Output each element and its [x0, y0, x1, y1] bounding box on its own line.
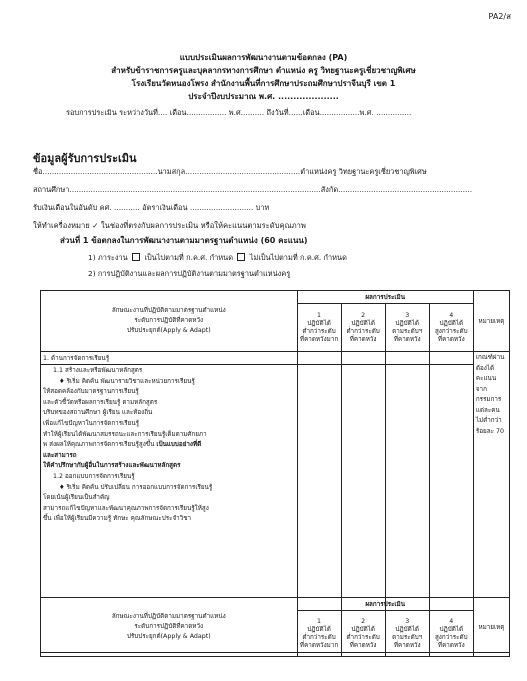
- form-fiscal-year: ประจำปีงบประมาณ พ.ศ. ....................: [188, 92, 339, 101]
- form-title: แบบประเมินผลการพัฒนางานตามข้อตกลง (PA): [179, 53, 348, 62]
- table2-level-1-header: 1 ปฏิบัติได้ ต่ำกว่าระดับ ที่คาดหวังมาก: [297, 611, 341, 657]
- level-2-header: 2 ปฏิบัติได้ ต่ำกว่าระดับ ที่คาดหวัง: [341, 304, 385, 352]
- level-3-header: 3 ปฏิบัติได้ ตามระดับฯ ที่คาดหวัง: [385, 304, 429, 352]
- table2-level-2-header: 2 ปฏิบัติได้ ต่ำกว่าระดับ ที่คาดหวัง: [341, 611, 385, 657]
- workload-prefix: 1) ภาระงาน: [88, 253, 128, 262]
- table-header-remark: หมายเหตุ: [473, 291, 509, 352]
- level-1-header: 1 ปฏิบัติได้ ต่ำกว่าระดับ ที่คาดหวังมาก: [297, 304, 341, 352]
- score-cell-3[interactable]: [385, 352, 429, 365]
- category-cell: 1. ด้านการจัดการเรียนรู้: [41, 352, 298, 365]
- name-field: ชื่อ.................................................นามสกุล.................................................ตำแหน่งครู วิทยฐานะครูเชี่ยวชาญพิเศษ: [33, 167, 427, 176]
- remark-cell: เกณฑ์ผ่าน ต้องได้ คะแนนจาก กรรมการ แต่ละคน ไม่ต่ำกว่า ร้อยละ 70: [473, 352, 509, 653]
- table2-header-remark: หมายเหตุ: [473, 598, 509, 657]
- performance-option: 2) การปฏิบัติงานและผลการปฏิบัติงานตามมาตรฐานตำแหน่งครู: [88, 269, 291, 278]
- table-header-main: ลักษณะงานที่ปฏิบัติตามมาตรฐานตำแหน่ง ระดับการปฏิบัติที่คาดหวัง ปรับประยุกต์(Apply & Adapt): [41, 291, 298, 352]
- option-b-checkbox[interactable]: [237, 253, 245, 261]
- salary-field: รับเงินเดือนในอันดับ คศ. ........... อัตราเงินเดือน ........................... บาท: [33, 203, 270, 212]
- instruction-text: ให้ทำเครื่องหมาย ✓ ในช่องที่ตรงกับผลการประเมิน หรือให้คะแนนตามระดับคุณภาพ: [33, 221, 306, 230]
- option-a-label: เป็นไปตามที่ ก.ค.ศ. กำหนด: [144, 253, 234, 262]
- criteria-body-cell: 1.1 สร้างและหรือพัฒนาหลักสูตร ♦ ริเริ่ม คิดค้น พัฒนารายวิชาและหน่วยการเรียนรู้ ให้สอดคล้องกับมาตรฐานการเรียนรู้ และตัวชี้วัดหรือผลการเรียนรู้ ตามหลักสูตร บริบทของสถานศึกษา ผู้เรียน และท้องถิ่น เพื่อแก้ไขปัญหาในการจัดการเรียนรู้ ทำให้ผู้เรียนได้พัฒนาสมรรถนะและการเรียนรู้เต็มตามศักยภา พ ส่งผลให้คุณภาพการจัดการเรียนรู้สูงขึ้น เป็นแบบอย่างที่ดี และสามารถ ให้คำปรึกษากับผู้อื่นในการสร้างและพัฒนาหลักสูตร 1.2 ออกแบบการจัดการเรียนรู้ ♦ ริเริ่ม คิดค้น ปรับเปลี่ยน การออกแบบการจัดการเรียนรู้ โดยเน้นผู้เรียนเป็นสำคัญ สามารถแก้ไขปัญหาและพัฒนาคุณภาพการจัดการเรียนรู้ให้สูง ขึ้น เพื่อให้ผู้เรียนมีความรู้ ทักษะ คุณลักษณะประจำวิชา: [41, 365, 298, 653]
- section-title: ข้อมูลผู้รับการประเมิน: [33, 152, 137, 165]
- document-code: PA2/ส: [488, 12, 511, 21]
- form-subtitle-position: สำหรับข้าราชการครูและบุคลากรทางการศึกษา ตำแหน่ง ครู วิทยฐานะครูเชี่ยวชาญพิเศษ: [111, 66, 416, 75]
- evaluation-period: รอบการประเมิน ระหว่างวันที่.... เดือน................. พ.ศ.......... ถึงวันที่......เดือน.................พ.ศ. ...............: [66, 108, 412, 117]
- table2-level-3-header: 3 ปฏิบัติได้ ตามระดับฯ ที่คาดหวัง: [385, 611, 429, 657]
- table-header-evaluation: ผลการประเมิน: [297, 291, 473, 304]
- option-b-label: ไม่เป็นไปตามที่ ก.ค.ศ. กำหนด: [249, 253, 347, 262]
- score-cell-4[interactable]: [429, 352, 473, 365]
- level-4-header: 4 ปฏิบัติได้ สูงกว่าระดับ ที่คาดหวัง: [429, 304, 473, 352]
- part1-title: ส่วนที่ 1 ข้อตกลงในการพัฒนางานตามมาตรฐานตำแหน่ง (60 คะแนน): [60, 236, 308, 245]
- school-field: สถานศึกษา...........................................................................................................สังกัด.........................................................: [33, 185, 473, 194]
- table2-level-4-header: 4 ปฏิบัติได้ สูงกว่าระดับ ที่คาดหวัง: [429, 611, 473, 657]
- option-a-checkbox[interactable]: [132, 253, 140, 261]
- score-cell-2[interactable]: [341, 352, 385, 365]
- workload-option: [88, 253, 347, 263]
- score-cell-1[interactable]: [297, 352, 341, 365]
- form-subtitle-school: โรงเรียนวัดหนองโพรง สำนักงานพื้นที่การศึกษาประถมศึกษาปราจีนบุรี เขต 1: [131, 79, 396, 88]
- evaluation-table-continued: [40, 597, 510, 657]
- table2-header-main: ลักษณะงานที่ปฏิบัติตามมาตรฐานตำแหน่ง ระดับการปฏิบัติที่คาดหวัง ปรับประยุกต์(Apply & Adapt): [41, 598, 298, 657]
- table2-header-evaluation: ผลการประเมิน: [297, 598, 473, 611]
